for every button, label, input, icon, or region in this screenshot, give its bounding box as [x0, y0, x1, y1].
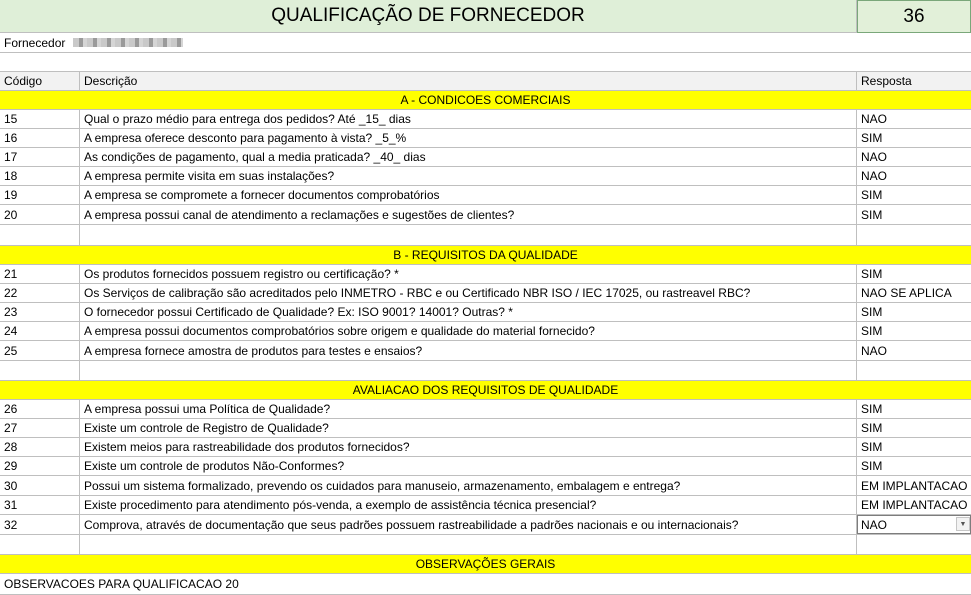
table-row	[0, 148, 971, 167]
table-row	[0, 400, 971, 419]
row-code[interactable]: 16	[0, 129, 80, 148]
row-description[interactable]: A empresa possui uma Política de Qualidade?	[80, 400, 857, 419]
observations-text[interactable]: OBSERVACOES PARA QUALIFICACAO 20	[0, 574, 971, 595]
row-code[interactable]: 22	[0, 284, 80, 303]
row-answer[interactable]: SIM	[857, 186, 971, 205]
row-code[interactable]: 32	[0, 515, 80, 535]
table-row	[0, 205, 971, 225]
section-b-cell[interactable]	[0, 246, 971, 265]
row-code[interactable]: 19	[0, 186, 80, 205]
header-row	[0, 72, 971, 91]
title-row	[0, 0, 971, 33]
row-answer[interactable]: NAO	[857, 341, 971, 361]
blank-cell[interactable]	[857, 361, 971, 381]
row-description[interactable]: Existe um controle de produtos Não-Conformes?	[80, 457, 857, 476]
row-code[interactable]: 28	[0, 438, 80, 457]
section-obs-title: OBSERVAÇÕES GERAIS	[415, 557, 556, 571]
header-answer[interactable]: Resposta	[857, 72, 971, 91]
table-row	[0, 186, 971, 205]
table-row	[0, 515, 971, 535]
observations-row	[0, 574, 971, 595]
row-answer[interactable]: SIM	[857, 303, 971, 322]
supplier-row	[0, 33, 971, 53]
table-row	[0, 341, 971, 361]
section-b-title: B - REQUISITOS DA QUALIDADE	[393, 248, 578, 262]
row-answer[interactable]: SIM	[857, 205, 971, 225]
row-description[interactable]: A empresa possui documentos comprobatórios sobre origem e qualidade do material fornecido?	[80, 322, 857, 341]
table-row	[0, 167, 971, 186]
table-row	[0, 303, 971, 322]
row-code[interactable]: 24	[0, 322, 80, 341]
row-code[interactable]: 15	[0, 110, 80, 129]
row-description[interactable]: O fornecedor possui Certificado de Qualidade? Ex: ISO 9001? 14001? Outras? *	[80, 303, 857, 322]
supplier-name-redacted	[73, 38, 183, 47]
row-description[interactable]: Existem meios para rastreabilidade dos produtos fornecidos?	[80, 438, 857, 457]
row-description[interactable]: A empresa oferece desconto para pagamento à vista? _5_%	[80, 129, 857, 148]
section-a-cell[interactable]	[0, 91, 971, 110]
blank-row	[0, 53, 971, 72]
row-answer[interactable]: EM IMPLANTACAO	[857, 476, 971, 496]
row-code[interactable]: 26	[0, 400, 80, 419]
blank-cell[interactable]	[857, 535, 971, 555]
supplier-label: Fornecedor	[4, 35, 66, 50]
row-code[interactable]: 29	[0, 457, 80, 476]
row-description[interactable]: As condições de pagamento, qual a media praticada? _40_ dias	[80, 148, 857, 167]
row-code[interactable]: 21	[0, 265, 80, 284]
table-row	[0, 110, 971, 129]
blank-cell[interactable]	[80, 225, 857, 246]
row-answer[interactable]: NAO	[857, 167, 971, 186]
section-c-cell[interactable]	[0, 381, 971, 400]
row-description[interactable]: Comprova, através de documentação que seus padrões possuem rastreabilidade a padrões nacionais e ou internacionais?	[80, 515, 857, 535]
row-description[interactable]: Existe um controle de Registro de Qualidade?	[80, 419, 857, 438]
row-answer[interactable]: SIM	[857, 322, 971, 341]
blank-cell[interactable]	[0, 225, 80, 246]
table-row	[0, 457, 971, 476]
blank-row	[0, 225, 971, 246]
row-description[interactable]: Os Serviços de calibração são acreditados pelo INMETRO - RBC e ou Certificado NBR ISO / IEC 17025, ou rastreavel RBC?	[80, 284, 857, 303]
blank-cell[interactable]	[0, 361, 80, 381]
row-description[interactable]: A empresa fornece amostra de produtos para testes e ensaios?	[80, 341, 857, 361]
section-header-c	[0, 381, 971, 400]
row-code[interactable]: 30	[0, 476, 80, 496]
section-c-title: AVALIACAO DOS REQUISITOS DE QUALIDADE	[352, 383, 619, 397]
header-description[interactable]: Descrição	[80, 72, 857, 91]
table-row	[0, 476, 971, 496]
row-description[interactable]: A empresa permite visita em suas instalações?	[80, 167, 857, 186]
row-answer[interactable]: NAO	[857, 148, 971, 167]
row-answer[interactable]: NAO	[857, 110, 971, 129]
dropdown-arrow-icon[interactable]: ▼	[956, 517, 970, 531]
row-description[interactable]: Existe procedimento para atendimento pós-venda, a exemplo de assistência técnica presencial?	[80, 496, 857, 515]
row-answer[interactable]: EM IMPLANTACAO	[857, 496, 971, 515]
row-answer[interactable]: SIM	[857, 438, 971, 457]
supplier-cell[interactable]	[0, 33, 971, 53]
row-description[interactable]: A empresa possui canal de atendimento a reclamações e sugestões de clientes?	[80, 205, 857, 225]
row-description[interactable]: Qual o prazo médio para entrega dos pedidos? Até _15_ dias	[80, 110, 857, 129]
section-header-b	[0, 246, 971, 265]
table-row	[0, 438, 971, 457]
answer-dropdown[interactable]	[857, 515, 971, 535]
row-code[interactable]: 18	[0, 167, 80, 186]
row-code[interactable]: 31	[0, 496, 80, 515]
table-row	[0, 496, 971, 515]
blank-cell[interactable]	[80, 535, 857, 555]
section-header-observations	[0, 555, 971, 574]
blank-cell[interactable]	[857, 225, 971, 246]
row-answer[interactable]: NAO SE APLICA	[857, 284, 971, 303]
row-answer: NAO	[861, 517, 888, 532]
row-description[interactable]: Possui um sistema formalizado, prevendo os cuidados para manuseio, armazenamento, embalagem e entrega?	[80, 476, 857, 496]
table-row	[0, 322, 971, 341]
table-row	[0, 129, 971, 148]
row-answer[interactable]: SIM	[857, 400, 971, 419]
blank-row	[0, 535, 971, 555]
row-code[interactable]: 25	[0, 341, 80, 361]
blank-cell[interactable]	[0, 535, 80, 555]
row-code[interactable]: 17	[0, 148, 80, 167]
blank-row	[0, 361, 971, 381]
header-code[interactable]: Código	[0, 72, 80, 91]
row-description[interactable]: Os produtos fornecidos possuem registro ou certificação? *	[80, 265, 857, 284]
row-answer[interactable]: SIM	[857, 265, 971, 284]
table-row	[0, 419, 971, 438]
row-answer[interactable]: SIM	[857, 129, 971, 148]
row-code[interactable]: 27	[0, 419, 80, 438]
blank-cell[interactable]	[0, 53, 971, 72]
form-number[interactable]: 36	[857, 0, 971, 33]
table-row	[0, 265, 971, 284]
blank-cell[interactable]	[80, 361, 857, 381]
section-header-a	[0, 91, 971, 110]
page-title[interactable]: QUALIFICAÇÃO DE FORNECEDOR	[0, 0, 857, 33]
section-a-title: A - CONDICOES COMERCIAIS	[400, 93, 571, 107]
section-obs-cell[interactable]	[0, 555, 971, 574]
row-code[interactable]: 20	[0, 205, 80, 225]
row-answer[interactable]: SIM	[857, 457, 971, 476]
table-row	[0, 284, 971, 303]
row-description[interactable]: A empresa se compromete a fornecer documentos comprobatórios	[80, 186, 857, 205]
row-code[interactable]: 23	[0, 303, 80, 322]
row-answer[interactable]: SIM	[857, 419, 971, 438]
